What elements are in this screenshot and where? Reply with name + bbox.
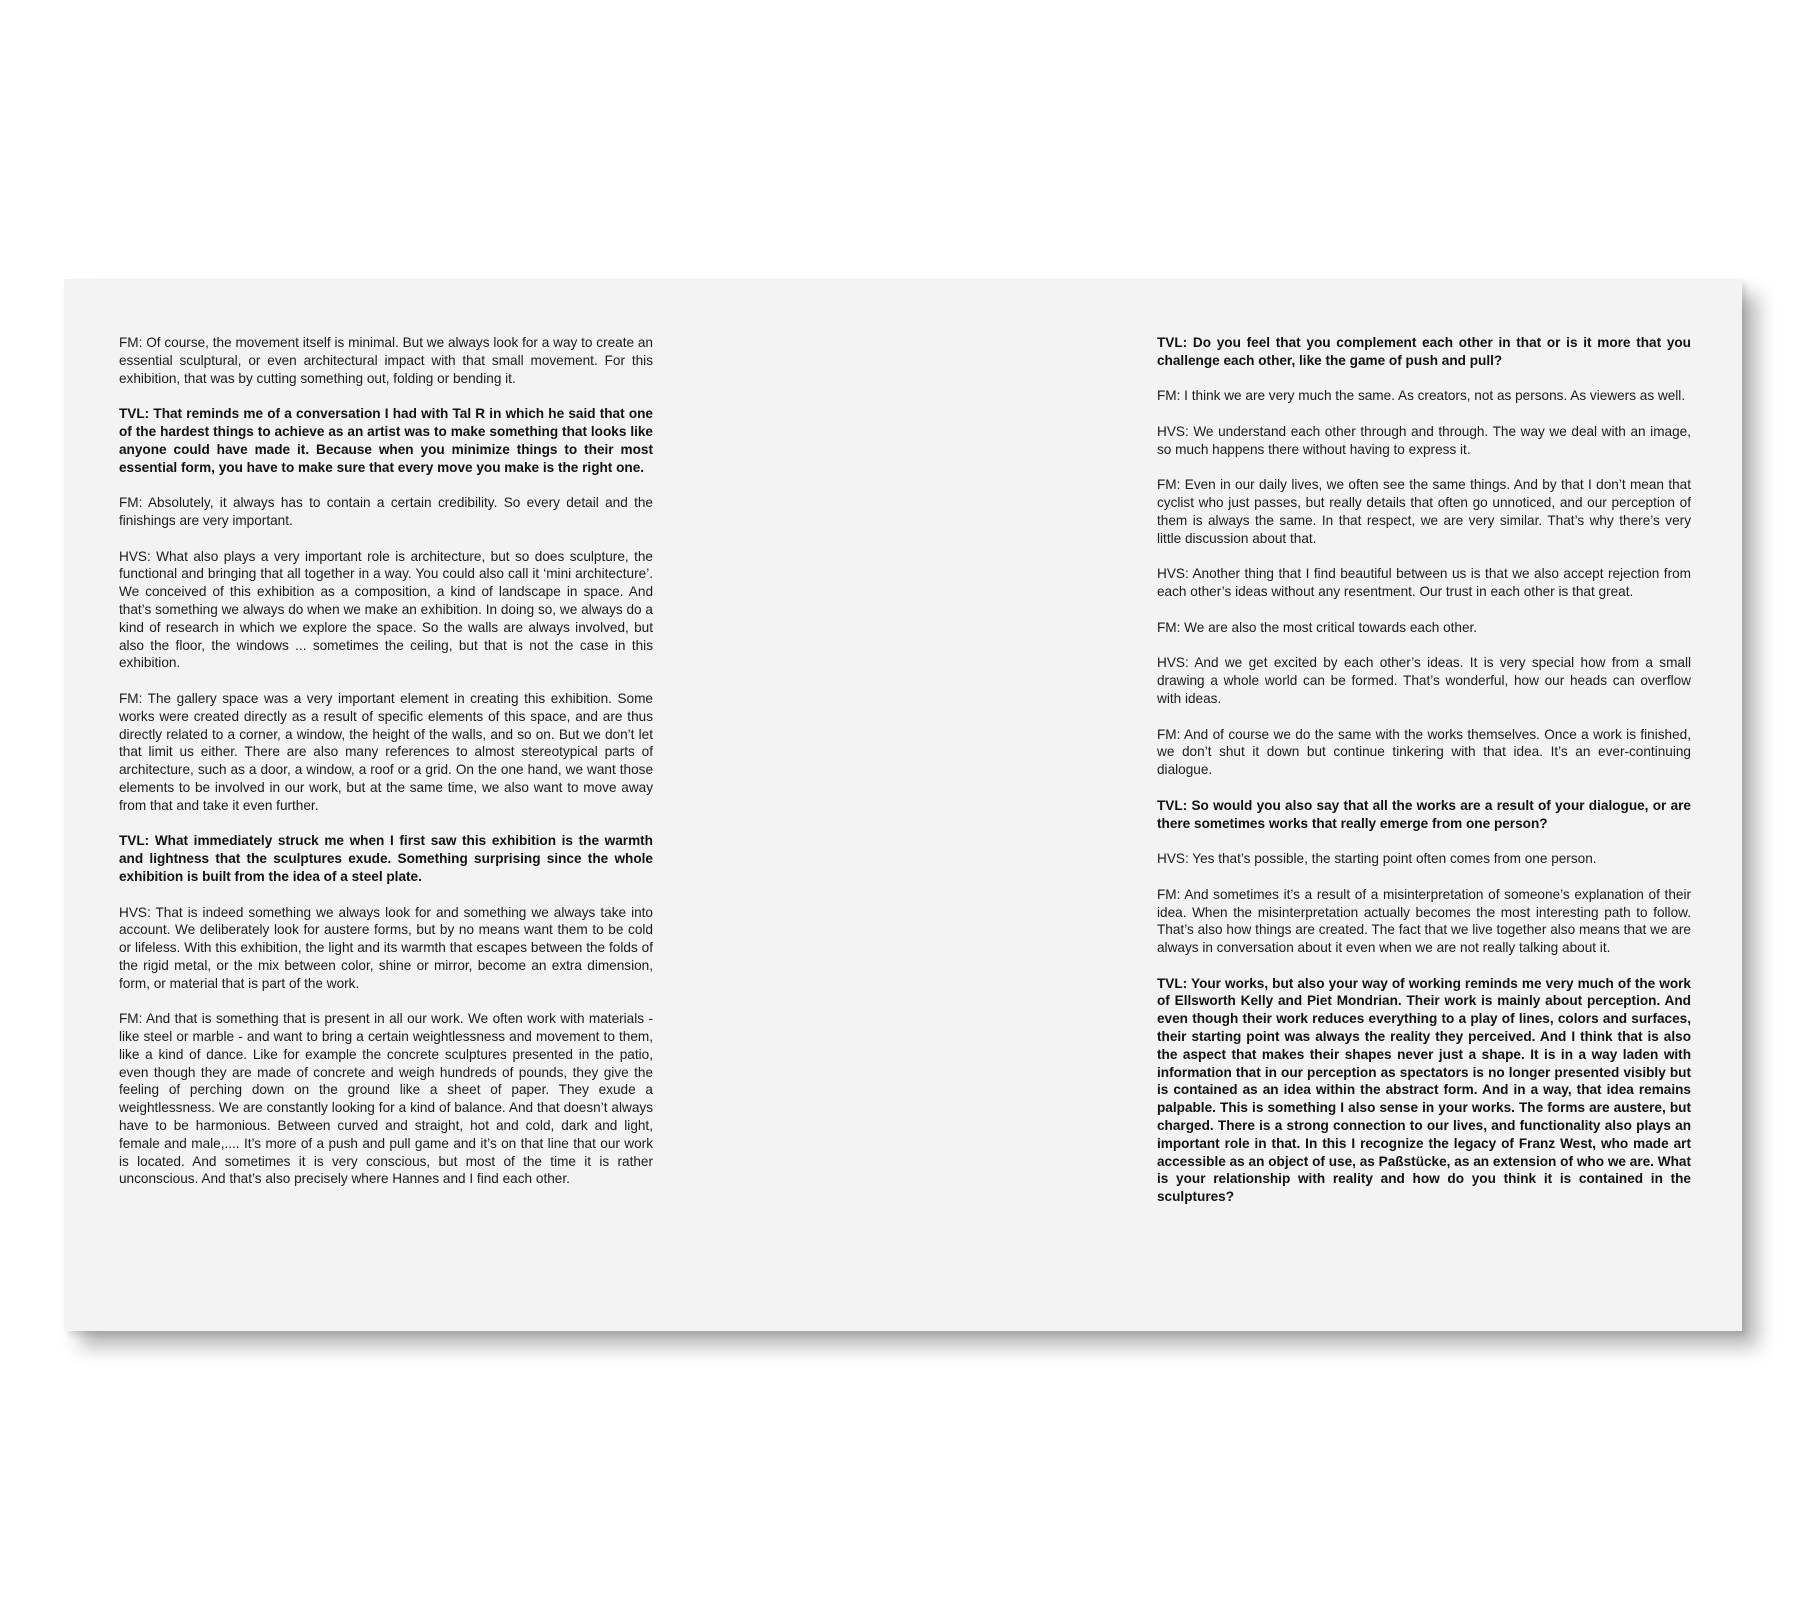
question-tal-r: TVL: That reminds me of a conversation I had with Tal R in which he said that one of the hardest things to achieve as an artist was to make something that looks like anyone could have made it. Because when you minimize things to their most essential form, you have to make sure that every move you make is the right one. <box>119 406 653 475</box>
paragraph-hvs-rejection: HVS: Another thing that I find beautiful between us is that we also accept rejection from each other’s ideas without any resentment. Our trust in each other is that great. <box>1157 566 1691 600</box>
paragraph-hvs-one-person: HVS: Yes that’s possible, the starting point often comes from one person. <box>1157 851 1597 867</box>
question-dialogue: TVL: So would you also say that all the works are a result of your dialogue, or are there sometimes works that really emerge from one person? <box>1157 797 1691 831</box>
question-warmth-lightness: TVL: What immediately struck me when I first saw this exhibition is the warmth and lightness that the sculptures exude. Something surprising since the whole exhibition is built from the idea of a steel plate. <box>119 833 653 884</box>
paragraph-fm-movement: FM: Of course, the movement itself is minimal. But we always look for a way to create an essential sculptural, or even architectural impact with that small movement. For this exhibition, that was by cutting something out, folding or bending it. <box>119 335 653 386</box>
paragraph-fm-same: FM: I think we are very much the same. As creators, not as persons. As viewers as well. <box>1157 388 1686 404</box>
paragraph-hvs-understand: HVS: We understand each other through and through. The way we deal with an image, so much happens there without having to express it. <box>1157 423 1691 457</box>
paragraph-hvs-austere-forms: HVS: That is indeed something we always look for and something we always take into account. We deliberately look for austere forms, but by no means want them to be cold or lifeless. With this exhibition, the light and its warmth that escapes between the folds of the rigid metal, or the mix between color, shine or mirror, become an extra dimension, form, or material that is part of the work. <box>119 904 653 991</box>
paragraph-fm-misinterpretation: FM: And sometimes it’s a result of a misinterpretation of someone’s explanation of their idea. When the misinterpretation actually becomes the most interesting path to follow. That’s also how things are created. The fact that we live together also means that we are always in conversation about it even when we are not really talking about it. <box>1157 886 1691 956</box>
paragraph-fm-tinkering: FM: And of course we do the same with the works themselves. Once a work is finished, we don’t shut it down but continue tinkering with that idea. It’s an ever-continuing dialogue. <box>1157 726 1691 778</box>
paragraph-fm-weightlessness: FM: And that is something that is present in all our work. We often work with materials - like steel or marble - and want to bring a certain weightlessness and movement to them, like a kind of dance. Like for example the concrete sculptures presented in the patio, even though they are made of concrete and weigh hundreds of pounds, they give the feeling of perching down on the ground like a sheet of paper. They exude a weightlessness. We are constantly looking for a kind of balance. And that doesn’t always have to be harmonious. Between curved and straight, hot and cold, dark and light, female and male,.... It’s more of a push and pull game and it’s on that line that our work is located. And sometimes it is very conscious, but most of the time it is rather unconscious. And that’s also precisely where Hannes and I find each other. <box>119 1011 653 1187</box>
paragraph-fm-critical: FM: We are also the most critical towards each other. <box>1157 619 1478 635</box>
book-spread <box>64 279 1742 1331</box>
left-page-column <box>119 334 653 1206</box>
right-page-column <box>1157 334 1691 1224</box>
paragraph-fm-daily-lives: FM: Even in our daily lives, we often see the same things. And by that I don’t mean that cyclist who just passes, but really details that often go unnoticed, and our perception of them is always the same. In that respect, we are very similar. That’s why there’s very little discussion about that. <box>1157 477 1691 546</box>
paragraph-hvs-excited: HVS: And we get excited by each other’s ideas. It is very special how from a small drawing a whole world can be formed. That’s wonderful, how our heads can overflow with ideas. <box>1157 655 1691 706</box>
paragraph-hvs-architecture: HVS: What also plays a very important role is architecture, but so does sculpture, the functional and bringing that all together in a way. You could also call it ‘mini architecture’. We conceived of this exhibition as a composition, a kind of landscape in space. And that’s something we always do when we make an exhibition. In doing so, we always do a kind of research in which we explore the space. So the walls are always involved, but also the floor, the windows ... sometimes the ceiling, but that is not the case in this exhibition. <box>119 548 653 671</box>
paragraph-fm-credibility: FM: Absolutely, it always has to contain a certain credibility. So every detail and the finishings are very important. <box>119 495 653 528</box>
question-complement: TVL: Do you feel that you complement each other in that or is it more that you challenge each other, like the game of push and pull? <box>1157 335 1691 368</box>
question-kelly-mondrian: TVL: Your works, but also your way of working reminds me very much of the work of Ellsworth Kelly and Piet Mondrian. Their work is mainly about perception. And even though their work reduces everything to a play of lines, colors and surfaces, their starting point was always the reality they perceived. And I think that is also the aspect that makes their shapes never just a shape. It is in a way laden with information that in our perception as spectators is no longer presented visibly but is contained as an idea within the abstract form. And in a way, that idea remains palpable. This is something I also sense in your works. The forms are austere, but charged. There is a strong connection to our lives, and functionality also plays an important role in that. In this I recognize the legacy of Franz West, who made art accessible as an object of use, as Paßstücke, as an extension of who we are. What is your relationship with reality and how do you think it is contained in the sculptures? <box>1157 975 1691 1205</box>
paragraph-fm-gallery-space: FM: The gallery space was a very important element in creating this exhibition. Some works were created directly as a result of specific elements of this space, and are thus directly related to a corner, a window, the height of the walls, and so on. But we don’t let that limit us either. There are also many references to almost stereotypical parts of architecture, such as a door, a window, a roof or a grid. On the one hand, we want those elements to be involved in our work, but at the same time, we also want to move away from that and take it even further. <box>119 690 653 813</box>
